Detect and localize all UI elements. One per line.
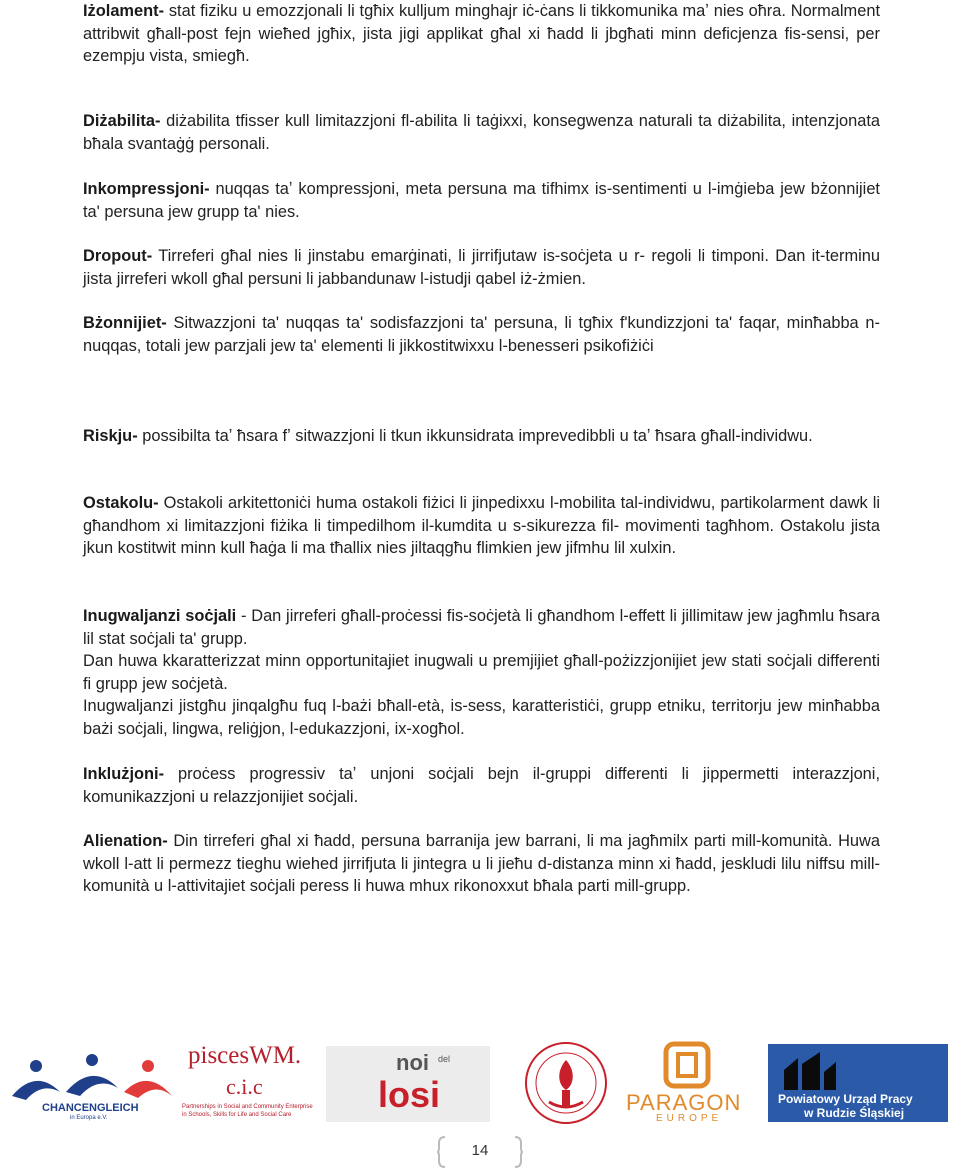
urzad-mark-icon xyxy=(780,1050,840,1094)
paragon-logo xyxy=(622,1040,750,1126)
term-dizabilita xyxy=(83,110,880,155)
pisces-logo xyxy=(182,1042,322,1126)
term-label: Dropout- xyxy=(83,247,153,265)
inugwaljanzi-para-2 xyxy=(83,650,880,695)
term-definition: nuqqas taʼ kompressjoni, meta persuna ma tifhimx is-sentimenti u l-imġieba jew bżonnijiet ta' persuna jew grupp ta' nies. xyxy=(83,180,880,221)
term-label: Inkompressjoni- xyxy=(83,180,210,198)
urzad-line-2: w Rudzie Śląskiej xyxy=(804,1106,905,1120)
chancengleich-name: CHANCENGLEICH xyxy=(42,1102,139,1114)
term-label: Iżolament- xyxy=(83,2,165,20)
paragon-mark-icon xyxy=(622,1040,750,1090)
term-inkompressjoni xyxy=(83,178,880,223)
partner-logos xyxy=(0,1036,960,1131)
term-label: Riskju- xyxy=(83,427,138,445)
pisces-tagline-1: Partnerships in Social and Community Enterprise xyxy=(182,1104,313,1110)
chancengleich-logo xyxy=(6,1052,178,1124)
urzad-pracy-logo xyxy=(768,1044,948,1122)
inugwaljanzi-para-3 xyxy=(83,695,880,740)
term-inkluzjoni xyxy=(83,763,880,808)
term-definition: Ostakoli arkitettoniċi huma ostakoli fiżici li jinpedixxu l-mobilita tal-individwu, partikolarment dawk li għandhom xi limitazzjoni fiżika li timpedilhom il-kumdita u s-sikurezza fil- movimenti tagħhom. Ostakolu jista jkun kostitwit minn kull ħaġa li ma tħallix nies jiltaqgħu flimkien jew jifmhu lil xulxin. xyxy=(83,494,880,558)
term-definition: - Dan jirreferi għall-proċessi fis-soċjetà li għandhom l-effett li jillimitaw jew jagħmlu ħsara lil stat soċjali ta' grupp. xyxy=(83,607,881,648)
term-definition: stat fiziku u emozzjonali li tgħix kulljum minghajr iċ-ċans li tikkomunika maʼ nies oħra. Normalment attribwit għall-post fejn wieħed jgħix, jista jigi applikat għal xi ħadd li jbgħati minn deficjenza fis-sensi, per ezempju vista, smiegħ. xyxy=(83,2,880,66)
term-definition: Inugwaljanzi jistgħu jinqalgħu fuq l-bażi bħall-età, is-sess, karatteristiċi, grupp etniku, territorju jew minħabba bażi soċjali, lingwa, reliġjon, l-edukazzjoni, ix-xogħol. xyxy=(83,697,880,738)
term-label: Alienation- xyxy=(83,832,168,850)
paragon-sub: EUROPE xyxy=(656,1113,723,1124)
term-inugwaljanzi xyxy=(83,605,880,650)
term-definition: Sitwazzjoni ta' nuqqas ta' sodisfazzjoni ta' persuna, li tgħix f'kundizzjoni ta' faqar, minħabba n-nuqqas, totali jew parzjali jew ta' elementi li jikkostitwixxu l-benesseri psikofiżiċi xyxy=(83,314,880,355)
chancengleich-sub: in Europa e.V. xyxy=(70,1115,108,1121)
term-ostakolu xyxy=(83,492,880,560)
term-definition: Din tirreferi għal xi ħadd, persuna barranija jew barrani, li ma jagħmilx parti mill-komunità. Huwa wkoll l-att li permezz tieghu wiehed jirrifjuta li jintegra u li jieħu d-distanza minn xi ħadd, jeskludi lilu niffsu mill-komunità u l-attivitajiet soċjali peress li huwa mhux rikonoxxut bħala parti mill-grupp. xyxy=(83,832,880,896)
page-number-box xyxy=(437,1136,523,1168)
ministry-seal-icon xyxy=(513,1040,619,1126)
term-alienation xyxy=(83,830,880,898)
term-izolament xyxy=(83,0,880,68)
pisces-title: piscesWM. xyxy=(188,1042,302,1069)
term-riskju xyxy=(83,425,813,448)
term-definition: possibilta taʼ ħsara fʼ sitwazzjoni li tkun ikkunsidrata imprevedibbli u taʼ ħsara għall-individwu. xyxy=(137,427,813,445)
term-definition: Dan huwa kkaratterizzat minn opportunitajiet inugwali u premjijiet għall-pożizzjonijiet jew stati soċjali differenti fi grupp jew soċjetà. xyxy=(83,652,880,693)
term-label: Inklużjoni- xyxy=(83,765,165,783)
noi-small: del xyxy=(438,1054,451,1064)
term-bzonnijiet xyxy=(83,312,880,357)
term-label: Inugwaljanzi soċjali xyxy=(83,607,237,625)
urzad-line-1: Powiatowy Urząd Pracy xyxy=(778,1092,913,1106)
term-label: Bżonnijiet- xyxy=(83,314,167,332)
noi-del-losi-logo xyxy=(326,1046,490,1122)
term-label: Ostakolu- xyxy=(83,494,159,512)
term-definition: proċess progressiv taʼ unjoni soċjali bejn il-gruppi differenti li jippermetti interazzjoni, komunikazzjoni u relazzjonijiet soċjali. xyxy=(83,765,880,806)
ministry-seal-logo xyxy=(513,1040,619,1126)
paragon-name: PARAGON xyxy=(626,1090,742,1115)
term-definition: diżabilita tfisser kull limitazzjoni fl-abilita li taġixxi, konsegwenza naturali ta diżabilita, intenzjonata bħala svantaġġ personali. xyxy=(83,112,880,153)
term-dropout xyxy=(83,245,880,290)
term-label: Diżabilita- xyxy=(83,112,161,130)
pisces-sub: c.i.c xyxy=(226,1074,263,1099)
noi-main: losi xyxy=(378,1074,441,1115)
noi-top: noi xyxy=(396,1050,429,1075)
pisces-tagline-2: in Schools, Skills for Life and Social Care xyxy=(182,1112,292,1118)
term-definition: Tirreferi għal nies li jinstabu emarġinati, li jirrifjutaw is-soċjeta u r- regoli li timponi. Dan it-terminu jista jirreferi wkoll għal persuni li jabbandunaw l-istudji qabel iż-żmien. xyxy=(83,247,880,288)
page-number: 14 xyxy=(471,1142,489,1159)
